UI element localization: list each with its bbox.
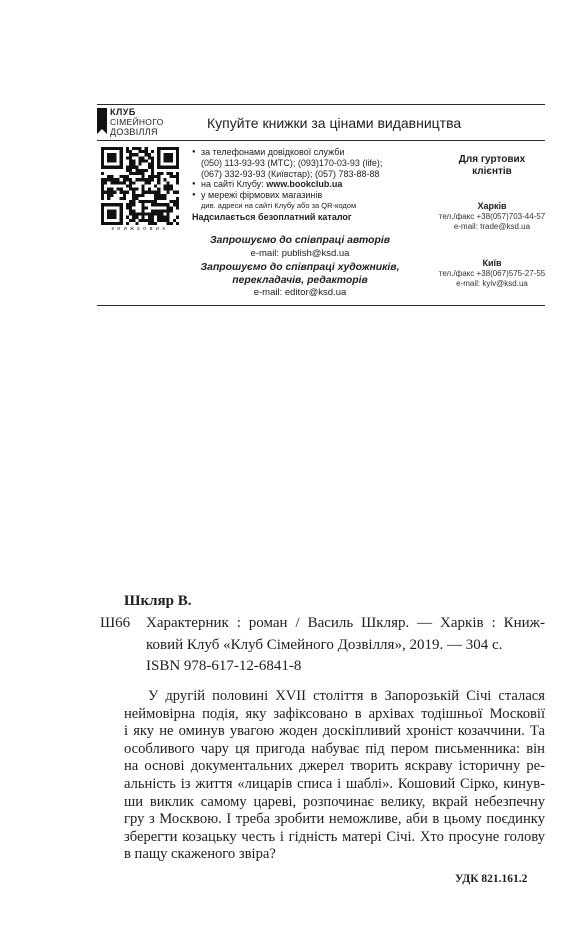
kyiv-email[interactable]: e-mail: kyiv@ksd.ua — [456, 279, 528, 288]
shops-line: ● у мережі фірмових магазинів — [192, 190, 382, 201]
abstract-line: ши виклик самому цареві, розпочинає велику, вкрай небезпечну — [124, 793, 545, 810]
phone-intro: ● за телефонами довідкової служби — [192, 147, 382, 158]
kyiv-contacts — [432, 258, 552, 289]
site-line — [192, 179, 382, 190]
abstract-line: зберегти козацьку честь і гідність матері Січі. Хто просуне голову — [124, 828, 545, 845]
description-line-1: Характерник : роман / Василь Шкляр. — Харків : Книж- — [146, 615, 545, 631]
description-line-2: ковий Клуб «Клуб Сімейного Дозвілля», 2019. — 304 с. — [146, 636, 503, 653]
abstract-line: особливого чару ця пригода набуває під пером письменника: він — [124, 740, 545, 757]
contact-list — [192, 147, 382, 223]
bottom-rule — [97, 305, 545, 306]
logo-line-3: ДОЗВІЛЛЯ — [110, 127, 158, 137]
invite-authors-heading: Запрошуємо до співпраці авторів — [209, 235, 391, 246]
record-abstract — [124, 688, 545, 864]
club-logo — [97, 108, 177, 140]
kyiv-city: Київ — [482, 258, 502, 268]
kyiv-phone: тел./факс +38(067)575-27-55 — [438, 269, 546, 278]
abstract-line: гру з Москвою. І треба зробити неможливе, аби в цьому поєдинку — [124, 811, 545, 828]
invite-artists — [190, 262, 410, 298]
abstract-line: У другій половині XVII століття в Запорозькій Січі сталася — [148, 688, 545, 704]
advert-headline: Купуйте книжки за цінами видавництва — [207, 115, 462, 131]
wholesale-heading-2: клієнтів — [472, 166, 512, 177]
record-isbn: ISBN 978-617-12-6841-8 — [146, 658, 302, 674]
logo-line-2: СІМЕЙНОГО — [110, 117, 164, 127]
header-rule — [97, 140, 545, 141]
qr-code-icon[interactable] — [101, 147, 179, 225]
shops-note: див. адреси на сайті Клубу або за QR-кодом — [201, 200, 357, 210]
record-author: Шкляр В. — [124, 593, 192, 609]
kharkiv-email[interactable]: e-mail: trade@ksd.ua — [453, 222, 531, 231]
kharkiv-contacts — [432, 201, 552, 232]
record-description — [100, 613, 545, 656]
abstract-line: в пащу скаженого звіра? — [124, 846, 276, 863]
logo-line-1: КЛУБ — [110, 107, 136, 117]
site-prefix: на сайті Клубу: — [201, 179, 267, 190]
invite-artists-heading-2: перекладачів, редакторів — [232, 274, 368, 286]
record-udk: УДК 821.161.2 — [455, 873, 528, 885]
phone-line-2: (067) 332-93-93 (Київстар); (057) 783-88-88 — [201, 168, 380, 179]
abstract-line: на основі документальних джерел творить яскраву історичну ре- — [124, 758, 545, 775]
phone-line-1: (050) 113-93-93 (МТС); (093)170-03-93 (life); — [201, 157, 383, 168]
abstract-line: альність із життя «лицарів списа і шаблі». Кошовий Сірко, кинув- — [124, 775, 545, 792]
record-code: Ш66 — [100, 615, 131, 631]
invite-artists-heading-1: Запрошуємо до співпраці художників, — [200, 262, 400, 273]
book-logo-icon — [97, 108, 107, 134]
abstract-line: неймовірна подія, яку зафіксовано в архівах тодішньої Московії — [124, 705, 545, 722]
site-link[interactable]: www.bookclub.ua — [266, 179, 343, 190]
kharkiv-phone: тел./факс +38(057)703-44-57 — [438, 212, 546, 221]
kharkiv-city: Харків — [477, 201, 507, 211]
invite-authors — [190, 235, 410, 259]
top-rule — [97, 104, 545, 105]
invite-authors-email[interactable]: e-mail: publish@ksd.ua — [250, 247, 350, 259]
wholesale-heading — [432, 154, 552, 178]
qr-label: книжкових — [111, 226, 169, 232]
abstract-line: і яку не оминув увагою жоден доскіпливий хроніст козаччини. Та — [124, 723, 545, 740]
invite-artists-email[interactable]: e-mail: editor@ksd.ua — [253, 287, 347, 298]
catalog-line: Надсилається безоплатний каталог — [192, 211, 352, 222]
wholesale-heading-1: Для гуртових — [458, 154, 526, 165]
